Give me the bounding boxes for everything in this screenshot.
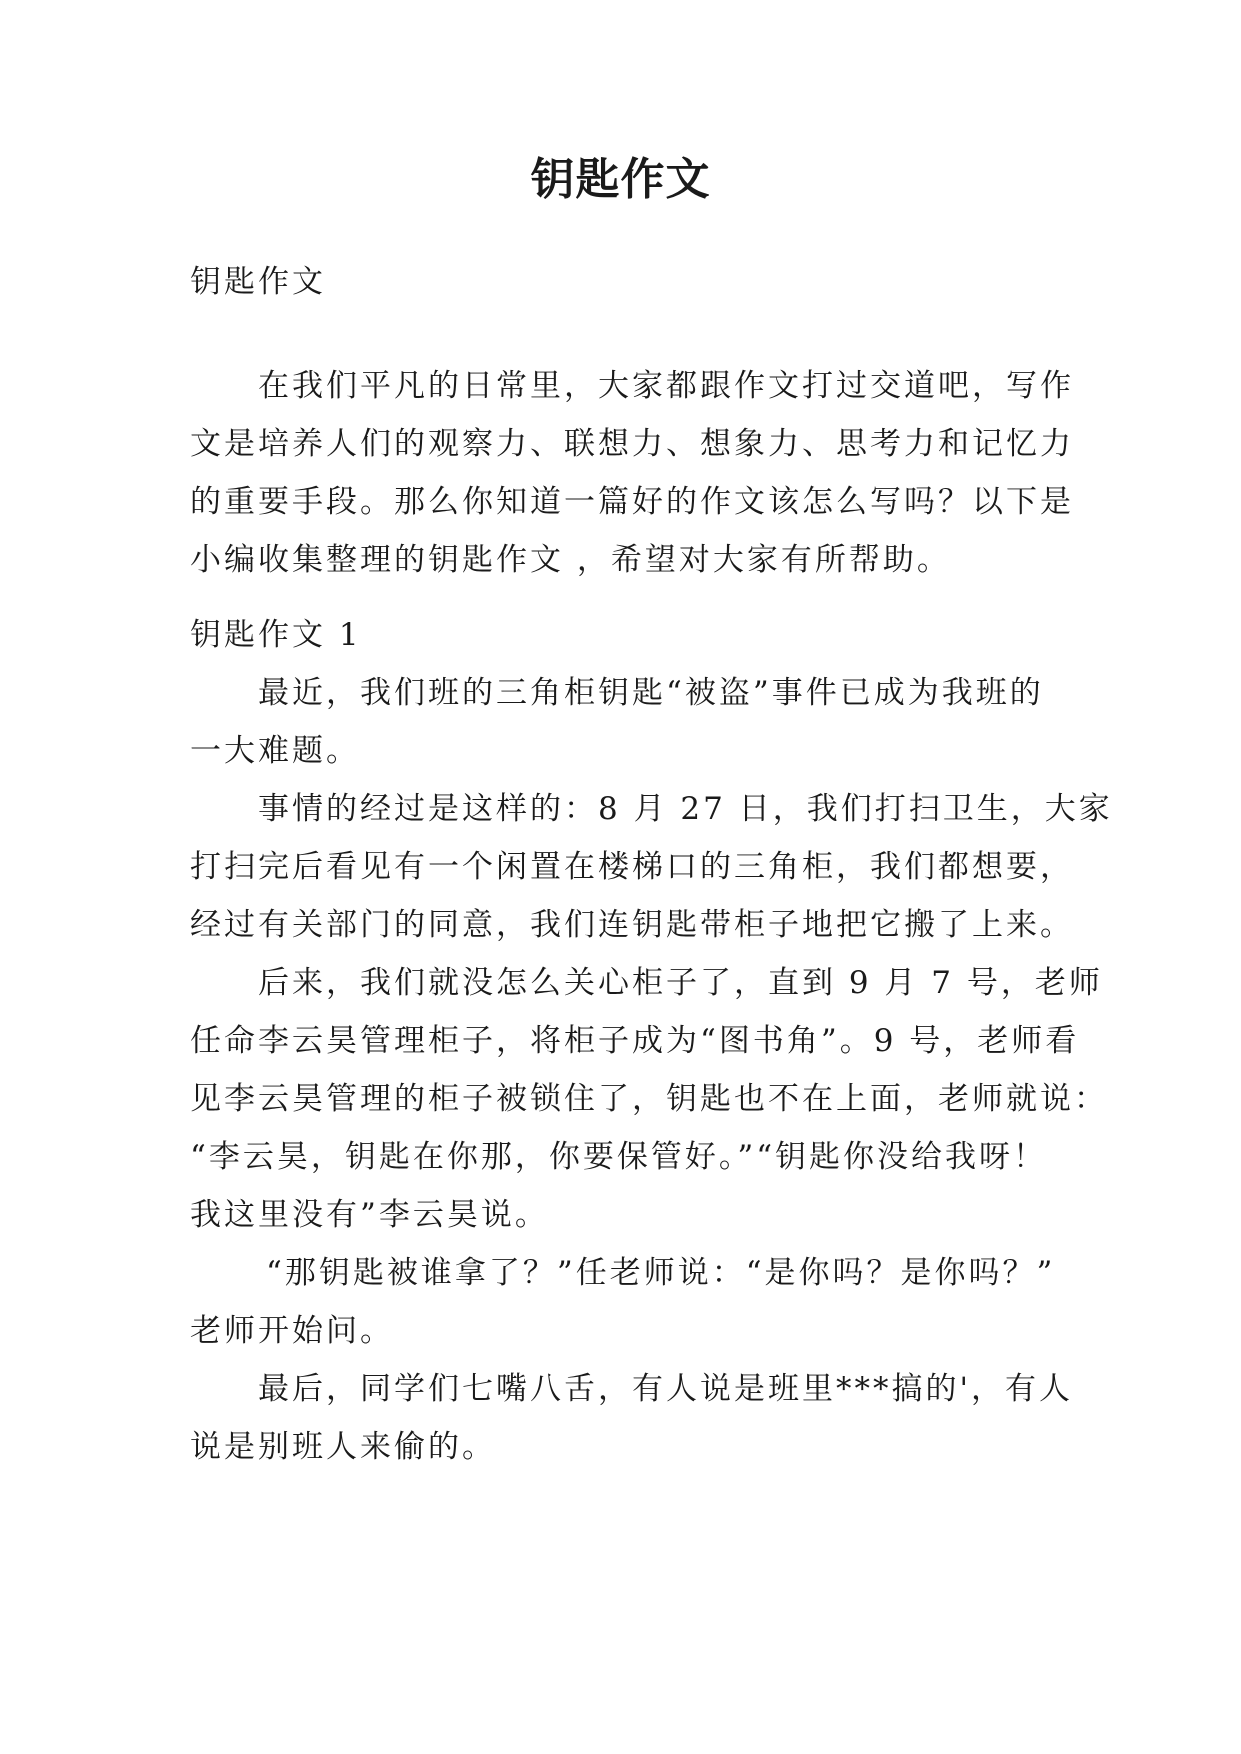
paragraph-line: 打扫完后看见有一个闲置在楼梯口的三角柜，我们都想要， [190,849,1074,885]
paragraph-line: 事情的经过是这样的：8 月 27 日，我们打扫卫生，大家 [258,791,1113,827]
section-heading-line: 钥匙作文 1 [190,617,362,653]
paragraph-line: 经过有关部门的同意，我们连钥匙带柜子地把它搬了上来。 [190,907,1074,943]
paragraph-line: “李云昊，钥匙在你那，你要保管好。”“钥匙你没给我呀！ [190,1139,1048,1175]
intro-paragraph [190,357,1074,589]
document-title: 钥匙作文 [530,154,711,205]
intro-line: 在我们平凡的日常里，大家都跟作文打过交道吧，写作 [258,368,1074,404]
paragraph-line: 我这里没有”李云昊说。 [190,1197,549,1233]
paragraph [190,1244,1056,1360]
essay-body [190,664,1113,1476]
subtitle-line: 钥匙作文 [190,264,326,300]
paragraph-line: 老师开始问。 [190,1313,394,1349]
paragraph-line: 说是别班人来偷的。 [190,1429,496,1465]
paragraph-line: 一大难题。 [190,733,360,769]
paragraph-line: 最后，同学们七嘴八舌，有人说是班里***搞的'，有人 [258,1371,1074,1407]
paragraph [190,1360,1074,1476]
subtitle [190,253,1052,311]
paragraph-line: 最近，我们班的三角柜钥匙“被盗”事件已成为我班的 [258,675,1044,711]
intro-line: 小编收集整理的钥匙作文 ，希望对大家有所帮助。 [190,542,951,578]
paragraph [190,954,1108,1244]
paragraph [190,780,1113,954]
paragraph-line: 后来，我们就没怎么关心柜子了，直到 9 月 7 号，老师 [258,965,1103,1001]
intro-line: 文是培养人们的观察力、联想力、想象力、思考力和记忆力 [190,426,1074,462]
paragraph-line: 见李云昊管理的柜子被锁住了，钥匙也不在上面，老师就说： [190,1081,1108,1117]
paragraph [190,664,1052,780]
paragraph-line: 任命李云昊管理柜子，将柜子成为“图书角”。9 号，老师看 [190,1023,1080,1059]
intro-line: 的重要手段。那么你知道一篇好的作文该怎么写吗？以下是 [190,484,1074,520]
section-heading [190,606,1052,664]
paragraph-line: “那钥匙被谁拿了？”任老师说：“是你吗？是你吗？” [266,1255,1056,1291]
